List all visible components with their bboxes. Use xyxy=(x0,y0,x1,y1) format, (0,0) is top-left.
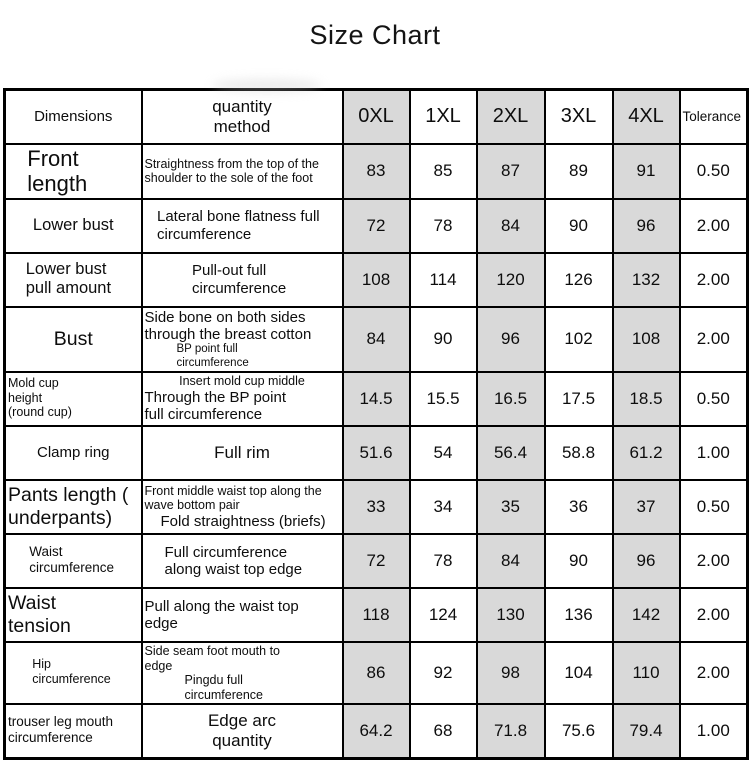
row-label: Lower bust pull amount xyxy=(5,253,142,307)
row-label: trouser leg mouth circumference xyxy=(5,704,142,758)
method-cell: Side seam foot mouth to edge Pingdu full circumference xyxy=(142,642,343,704)
header-size-2xl: 2XL xyxy=(477,90,545,144)
value-cell: 68 xyxy=(410,704,477,758)
method-cell: Pull-out full circumference xyxy=(142,253,343,307)
value-cell: 87 xyxy=(477,144,545,199)
value-cell: 58.8 xyxy=(545,426,613,480)
header-size-3xl: 3XL xyxy=(545,90,613,144)
value-cell: 37 xyxy=(613,480,680,534)
tolerance-cell: 2.00 xyxy=(680,253,748,307)
value-cell: 79.4 xyxy=(613,704,680,758)
value-cell: 120 xyxy=(477,253,545,307)
table-row xyxy=(5,199,748,253)
table-row xyxy=(5,588,748,642)
value-cell: 96 xyxy=(613,534,680,588)
value-cell: 132 xyxy=(613,253,680,307)
value-cell: 90 xyxy=(410,307,477,372)
value-cell: 108 xyxy=(343,253,410,307)
value-cell: 51.6 xyxy=(343,426,410,480)
value-cell: 98 xyxy=(477,642,545,704)
value-cell: 126 xyxy=(545,253,613,307)
value-cell: 114 xyxy=(410,253,477,307)
header-dimensions: Dimensions xyxy=(5,90,142,144)
value-cell: 36 xyxy=(545,480,613,534)
method-cell: Lateral bone flatness full circumference xyxy=(142,199,343,253)
value-cell: 84 xyxy=(477,199,545,253)
value-cell: 90 xyxy=(545,534,613,588)
row-label: Pants length ( underpants) xyxy=(5,480,142,534)
header-method-line1: quantity xyxy=(212,97,272,117)
table-row xyxy=(5,642,748,704)
value-cell: 118 xyxy=(343,588,410,642)
row-label: Waist circumference xyxy=(5,534,142,588)
header-size-4xl: 4XL xyxy=(613,90,680,144)
method-cell: Insert mold cup middle Through the BP point full circumference xyxy=(142,372,343,426)
value-cell: 85 xyxy=(410,144,477,199)
method-cell: Side bone on both sides through the breast cotton BP point full circumference xyxy=(142,307,343,372)
tolerance-cell: 0.50 xyxy=(680,144,748,199)
size-chart-table xyxy=(3,88,749,760)
table-row xyxy=(5,426,748,480)
value-cell: 18.5 xyxy=(613,372,680,426)
row-label: Front length xyxy=(5,144,142,199)
value-cell: 130 xyxy=(477,588,545,642)
value-cell: 72 xyxy=(343,199,410,253)
value-cell: 35 xyxy=(477,480,545,534)
table-row xyxy=(5,253,748,307)
row-label: Lower bust xyxy=(5,199,142,253)
value-cell: 78 xyxy=(410,534,477,588)
watermark-smudge xyxy=(212,79,322,92)
value-cell: 92 xyxy=(410,642,477,704)
value-cell: 61.2 xyxy=(613,426,680,480)
row-label: Mold cup height (round cup) xyxy=(5,372,142,426)
tolerance-cell: 0.50 xyxy=(680,372,748,426)
value-cell: 64.2 xyxy=(343,704,410,758)
value-cell: 136 xyxy=(545,588,613,642)
value-cell: 78 xyxy=(410,199,477,253)
tolerance-cell: 0.50 xyxy=(680,480,748,534)
value-cell: 89 xyxy=(545,144,613,199)
value-cell: 16.5 xyxy=(477,372,545,426)
value-cell: 104 xyxy=(545,642,613,704)
table-row xyxy=(5,704,748,758)
tolerance-cell: 2.00 xyxy=(680,588,748,642)
method-cell: Front middle waist top along the wave bottom pair Fold straightness (briefs) xyxy=(142,480,343,534)
table-row xyxy=(5,307,748,372)
tolerance-cell: 2.00 xyxy=(680,642,748,704)
value-cell: 91 xyxy=(613,144,680,199)
value-cell: 33 xyxy=(343,480,410,534)
header-tolerance: Tolerance xyxy=(680,90,748,144)
row-label: Hip circumference xyxy=(5,642,142,704)
table-row xyxy=(5,372,748,426)
value-cell: 75.6 xyxy=(545,704,613,758)
method-cell: Straightness from the top of the shoulder to the sole of the foot xyxy=(142,144,343,199)
value-cell: 15.5 xyxy=(410,372,477,426)
value-cell: 90 xyxy=(545,199,613,253)
method-cell: Full circumference along waist top edge xyxy=(142,534,343,588)
value-cell: 142 xyxy=(613,588,680,642)
value-cell: 124 xyxy=(410,588,477,642)
value-cell: 17.5 xyxy=(545,372,613,426)
header-method xyxy=(142,90,343,144)
value-cell: 56.4 xyxy=(477,426,545,480)
header-size-1xl: 1XL xyxy=(410,90,477,144)
value-cell: 72 xyxy=(343,534,410,588)
tolerance-cell: 2.00 xyxy=(680,534,748,588)
row-label: Clamp ring xyxy=(5,426,142,480)
tolerance-cell: 1.00 xyxy=(680,704,748,758)
header-row xyxy=(5,90,748,144)
table-row xyxy=(5,480,748,534)
value-cell: 96 xyxy=(477,307,545,372)
value-cell: 71.8 xyxy=(477,704,545,758)
value-cell: 83 xyxy=(343,144,410,199)
tolerance-cell: 2.00 xyxy=(680,199,748,253)
table-row xyxy=(5,144,748,199)
tolerance-cell: 1.00 xyxy=(680,426,748,480)
value-cell: 102 xyxy=(545,307,613,372)
value-cell: 84 xyxy=(477,534,545,588)
table-row xyxy=(5,534,748,588)
tolerance-cell: 2.00 xyxy=(680,307,748,372)
value-cell: 14.5 xyxy=(343,372,410,426)
page-title: Size Chart xyxy=(309,20,441,50)
method-cell: Pull along the waist top edge xyxy=(142,588,343,642)
header-size-0xl: 0XL xyxy=(343,90,410,144)
row-label: Bust xyxy=(5,307,142,372)
value-cell: 54 xyxy=(410,426,477,480)
value-cell: 110 xyxy=(613,642,680,704)
value-cell: 96 xyxy=(613,199,680,253)
row-label: Waist tension xyxy=(5,588,142,642)
value-cell: 108 xyxy=(613,307,680,372)
header-method-line2: method xyxy=(213,116,271,136)
value-cell: 86 xyxy=(343,642,410,704)
method-cell: Edge arc quantity xyxy=(142,704,343,758)
method-cell: Full rim xyxy=(142,426,343,480)
value-cell: 84 xyxy=(343,307,410,372)
value-cell: 34 xyxy=(410,480,477,534)
